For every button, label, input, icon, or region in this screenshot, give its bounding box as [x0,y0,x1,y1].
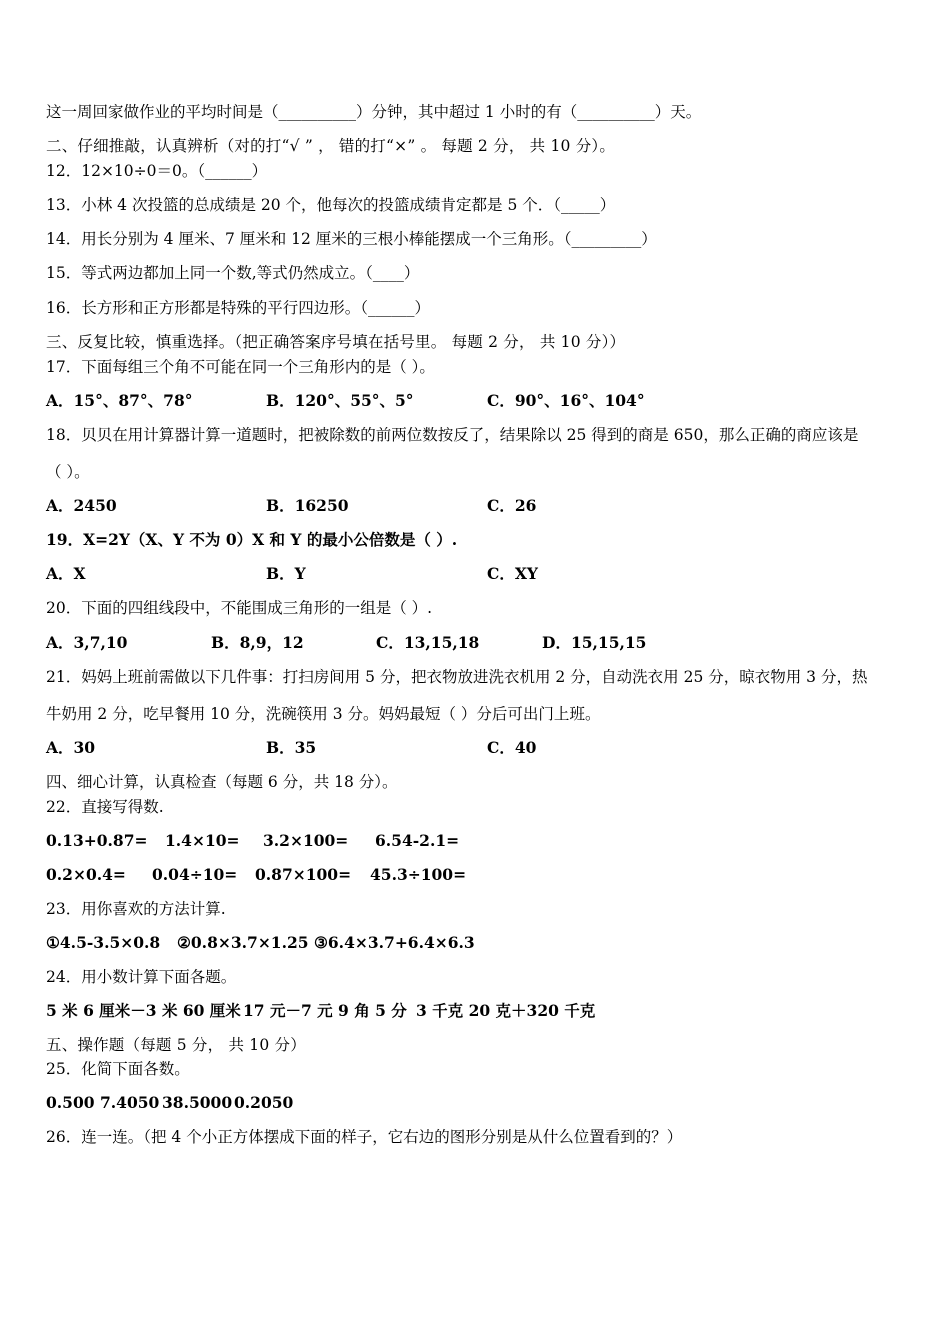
section-3-heading: 三、反复比较，慎重选择。（把正确答案序号填在括号里。 每题 2 分， 共 10 分）） [46,333,626,351]
q23-item: ②0.8×3.7×1.25 [177,933,309,952]
q23-item: ③6.4×3.7+6.4×6.3 [314,933,475,952]
question-12: 12．12×10÷0＝0。（______） [46,162,268,180]
q18-option-a: A．2450 [46,496,117,515]
question-18-line-2: （ ）。 [46,463,90,481]
q22-item: 0.2×0.4= [46,865,126,884]
q19-option-b: B．Y [266,564,306,583]
homework-time-line: 这一周回家做作业的平均时间是（__________）分钟，其中超过 1 小时的有（__________）天。 [46,103,702,121]
q25-item: 38.5000 [162,1093,233,1112]
question-26: 26．连一连。（把 4 个小正方体摆成下面的样子，它右边的图形分别是从什么位置看到的？） [46,1128,683,1146]
section-5-heading: 五、操作题（每题 5 分， 共 10 分） [46,1036,306,1054]
q18-option-b: B．16250 [266,496,349,515]
q23-item: ①4.5-3.5×0.8 [46,933,161,952]
q20-option-b: B．8,9，12 [211,633,304,652]
question-22: 22．直接写得数. [46,798,164,816]
q19-option-a: A．X [46,564,86,583]
question-23: 23．用你喜欢的方法计算. [46,900,226,918]
q24-item: 17 元－7 元 9 角 5 分 [243,1001,407,1020]
q22-item: 3.2×100= [263,831,349,850]
q21-option-c: C．40 [487,738,537,757]
q24-item: 3 千克 20 克＋320 千克 [416,1001,596,1020]
q25-item: 7.4050 [100,1093,160,1112]
question-21-line-1: 21．妈妈上班前需做以下几件事：打扫房间用 5 分，把衣物放进洗衣机用 2 分，自动洗衣用 25 分，晾衣物用 3 分，热 [46,668,868,686]
q17-option-c: C．90°、16°、104° [487,391,645,410]
q22-item: 0.87×100= [255,865,352,884]
q21-option-b: B．35 [266,738,317,757]
question-13: 13．小林 4 次投篮的总成绩是 20 个，他每次的投篮成绩肯定都是 5 个．（_____） [46,196,616,214]
question-20: 20．下面的四组线段中，不能围成三角形的一组是（ ）. [46,599,433,617]
q22-item: 0.04÷10= [152,865,238,884]
section-2-heading: 二、仔细推敲，认真辨析（对的打“√ ” ， 错的打“×” 。 每题 2 分， 共 10 分）。 [46,137,616,155]
section-4-heading: 四、细心计算，认真检查（每题 6 分，共 18 分）。 [46,773,398,791]
q22-item: 0.13+0.87= [46,831,148,850]
q20-option-c: C．13,15,18 [376,633,480,652]
q21-option-a: A．30 [46,738,96,757]
q17-option-b: B．120°、55°、5° [266,391,414,410]
question-18-line-1: 18．贝贝在用计算器计算一道题时，把被除数的前两位数按反了，结果除以 25 得到的商是 650，那么正确的商应该是 [46,426,859,444]
q25-item: 0.500 [46,1093,95,1112]
q22-item: 6.54-2.1= [375,831,460,850]
q20-option-d: D．15,15,15 [542,633,647,652]
question-19: 19．X=2Y（X、Y 不为 0）X 和 Y 的最小公倍数是（ ）. [46,530,458,549]
question-25: 25．化简下面各数。 [46,1060,190,1078]
q19-option-c: C．XY [487,564,538,583]
question-21-line-2: 牛奶用 2 分，吃早餐用 10 分，洗碗筷用 3 分。妈妈最短（ ）分后可出门上班。 [46,705,601,723]
q22-item: 1.4×10= [165,831,240,850]
q22-item: 45.3÷100= [370,865,467,884]
question-15: 15．等式两边都加上同一个数,等式仍然成立。（____） [46,264,420,282]
q17-option-a: A．15°、87°、78° [46,391,193,410]
q25-item: 0.2050 [234,1093,294,1112]
question-14: 14．用长分别为 4 厘米、7 厘米和 12 厘米的三根小棒能摆成一个三角形。（_________） [46,230,657,248]
q18-option-c: C．26 [487,496,537,515]
question-16: 16．长方形和正方形都是特殊的平行四边形。（______） [46,299,430,317]
question-24: 24．用小数计算下面各题。 [46,968,237,986]
q24-item: 5 米 6 厘米－3 米 60 厘米 [46,1001,241,1020]
q20-option-a: A．3,7,10 [46,633,128,652]
question-17: 17．下面每组三个角不可能在同一个三角形内的是（ ）。 [46,358,435,376]
